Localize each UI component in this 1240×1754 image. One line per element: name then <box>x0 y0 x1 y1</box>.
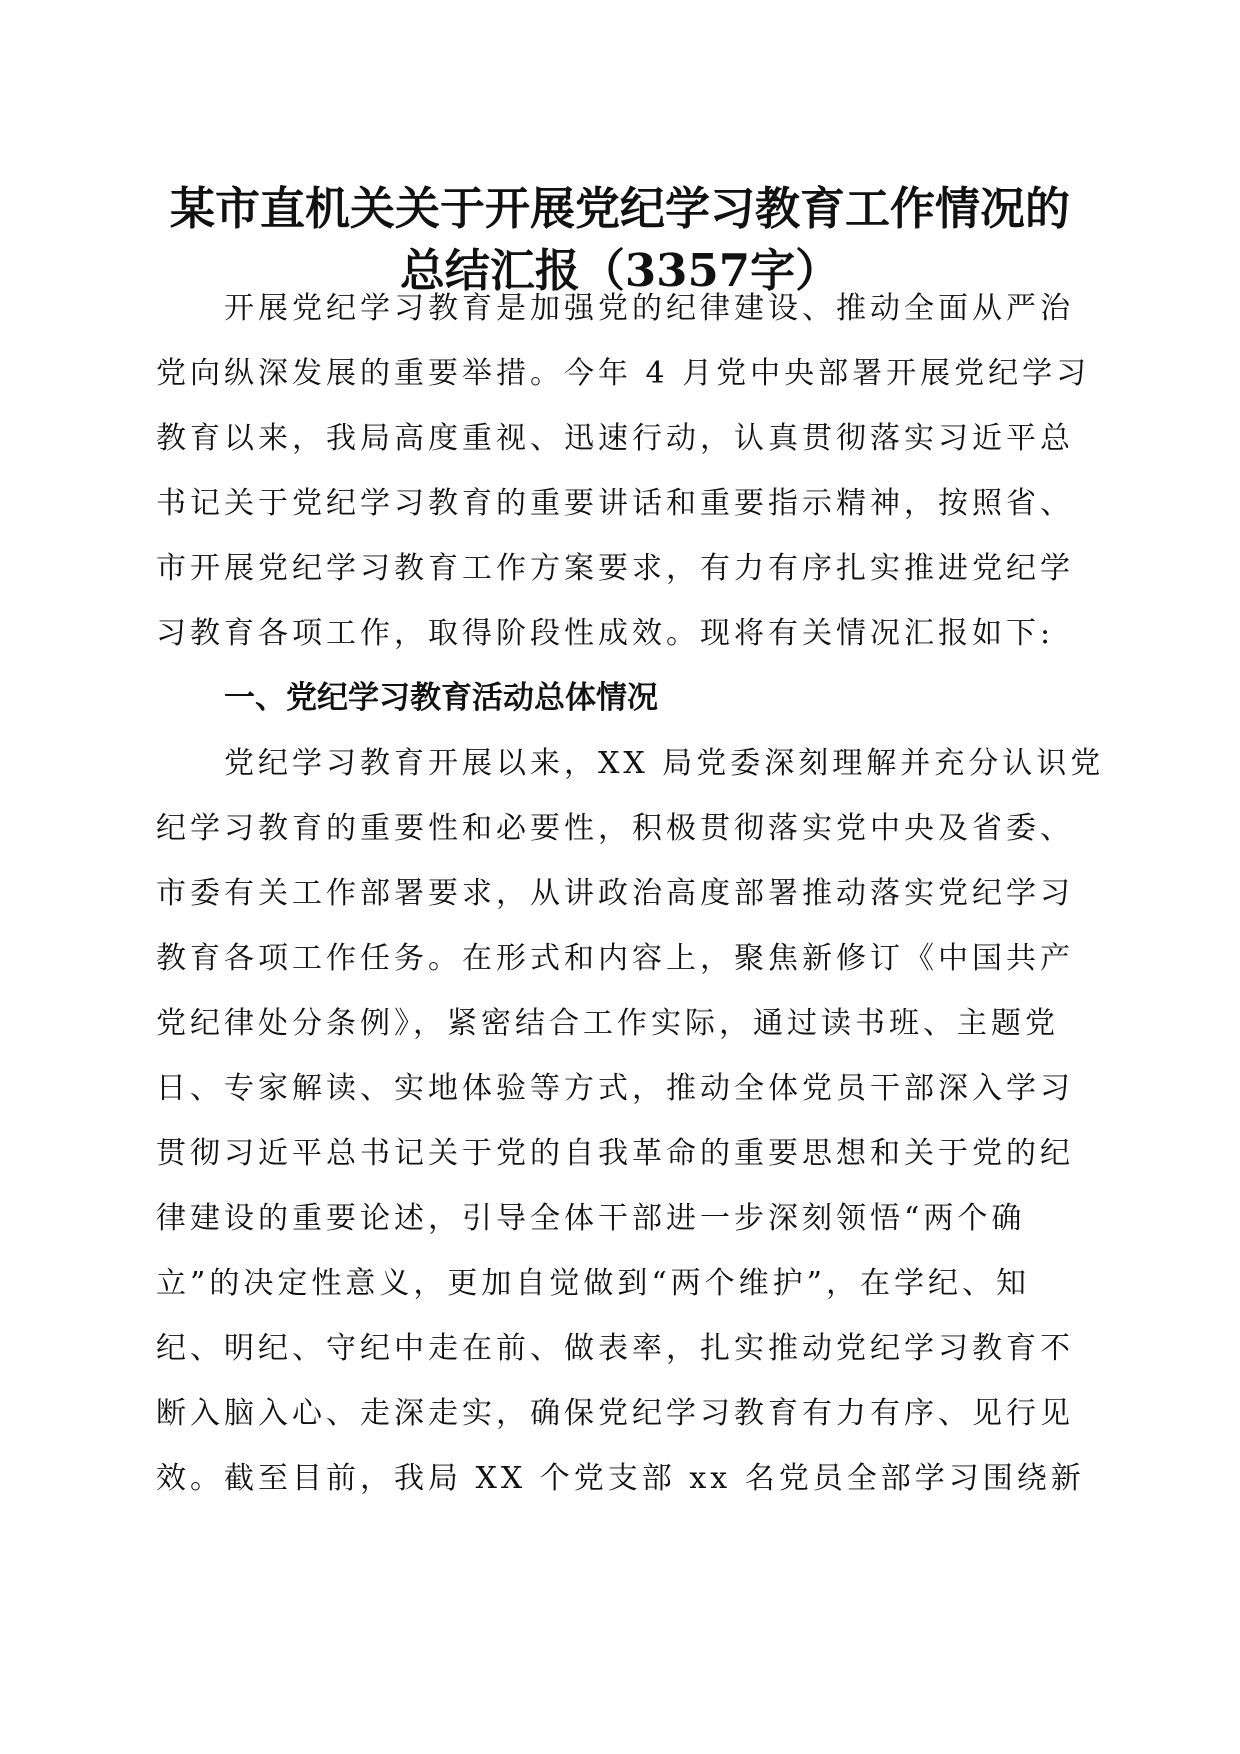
section1-line-10: 纪、明纪、守纪中走在前、做表率，扎实推动党纪学习教育不 <box>156 1331 1074 1366</box>
document-title-line-2: 总结汇报（3357字） <box>399 244 841 297</box>
document-title-line-1: 某市直机关关于开展党纪学习教育工作情况的 <box>169 182 1070 235</box>
section1-line-1: 党纪学习教育开展以来，XX 局党委深刻理解并充分认识党 <box>156 746 1105 781</box>
section1-line-7: 贯彻习近平总书记关于党的自我革命的重要思想和关于党的纪 <box>156 1136 1074 1171</box>
intro-line-6: 习教育各项工作，取得阶段性成效。现将有关情况汇报如下: <box>156 616 1055 651</box>
section1-line-6: 日、专家解读、实地体验等方式，推动全体党员干部深入学习 <box>156 1071 1074 1106</box>
intro-line-3: 教育以来，我局高度重视、迅速行动，认真贯彻落实习近平总 <box>156 421 1074 456</box>
intro-line-4: 书记关于党纪学习教育的重要讲话和重要指示精神，按照省、 <box>156 486 1074 521</box>
section1-line-8: 律建设的重要论述，引导全体干部进一步深刻领悟“两个确 <box>156 1201 1026 1236</box>
intro-line-2: 党向纵深发展的重要举措。今年 4 月党中央部署开展党纪学习 <box>156 356 1091 391</box>
section-heading-1: 一、党纪学习教育活动总体情况 <box>224 680 658 716</box>
intro-line-5: 市开展党纪学习教育工作方案要求，有力有序扎实推进党纪学 <box>156 551 1074 586</box>
section1-line-2: 纪学习教育的重要性和必要性，积极贯彻落实党中央及省委、 <box>156 811 1074 846</box>
section1-line-11: 断入脑入心、走深走实，确保党纪学习教育有力有序、见行见 <box>156 1396 1074 1431</box>
section1-line-3: 市委有关工作部署要求，从讲政治高度部署推动落实党纪学习 <box>156 876 1074 911</box>
section1-line-4: 教育各项工作任务。在形式和内容上，聚焦新修订《中国共产 <box>156 941 1074 976</box>
section1-line-12: 效。截至目前，我局 XX 个党支部 xx 名党员全部学习围绕新 <box>156 1461 1085 1496</box>
intro-line-1: 开展党纪学习教育是加强党的纪律建设、推动全面从严治 <box>156 291 1074 326</box>
section1-line-5: 党纪律处分条例》，紧密结合工作实际，通过读书班、主题党 <box>156 1006 1059 1041</box>
section1-line-9: 立”的决定性意义，更加自觉做到“两个维护”，在学纪、知 <box>156 1266 1031 1301</box>
